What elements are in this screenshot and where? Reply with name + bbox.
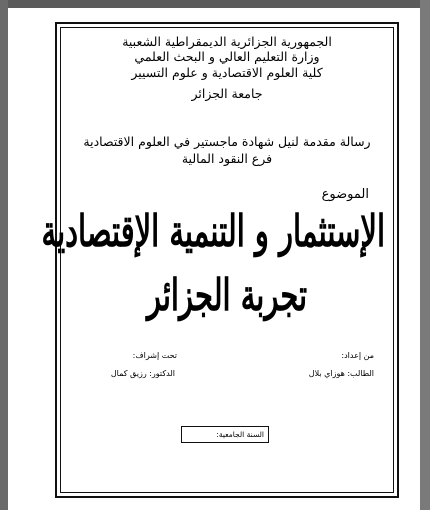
left-scroll-edge bbox=[0, 0, 8, 510]
university-line: جامعة الجزائر bbox=[191, 86, 263, 101]
supervisor-name: الدكتور: رزيق كمال bbox=[110, 369, 175, 378]
supervision-label: تحت إشراف: bbox=[132, 351, 177, 360]
academic-year-box bbox=[181, 426, 269, 443]
top-bar bbox=[0, 0, 430, 8]
faculty-line: كلية العلوم الاقتصادية و علوم التسيير bbox=[131, 65, 323, 80]
right-scrollbar[interactable] bbox=[420, 0, 430, 510]
student-name: الطالب: هوزاي بلال bbox=[308, 369, 374, 378]
prepared-by-label: من إعداد: bbox=[341, 351, 374, 360]
document-page bbox=[9, 8, 419, 510]
branch-line: فرع النقود المالية bbox=[181, 151, 273, 166]
thesis-title-line-1: الإستثمار و التنمية الإقتصادية bbox=[41, 205, 385, 257]
subject-label: الموضوع bbox=[321, 187, 369, 202]
ministry-line: وزارة التعليم العالي و البحث العلمي bbox=[134, 49, 320, 64]
thesis-title-line-2: تجربة الجزائر bbox=[146, 269, 308, 321]
degree-line: رسالة مقدمة لنيل شهادة ماجستير في العلوم الاقتصادية bbox=[83, 134, 371, 149]
republic-line: الجمهورية الجزائرية الديمقراطية الشعبية bbox=[122, 34, 332, 49]
academic-year-label: السنة الجامعية: bbox=[216, 430, 264, 439]
